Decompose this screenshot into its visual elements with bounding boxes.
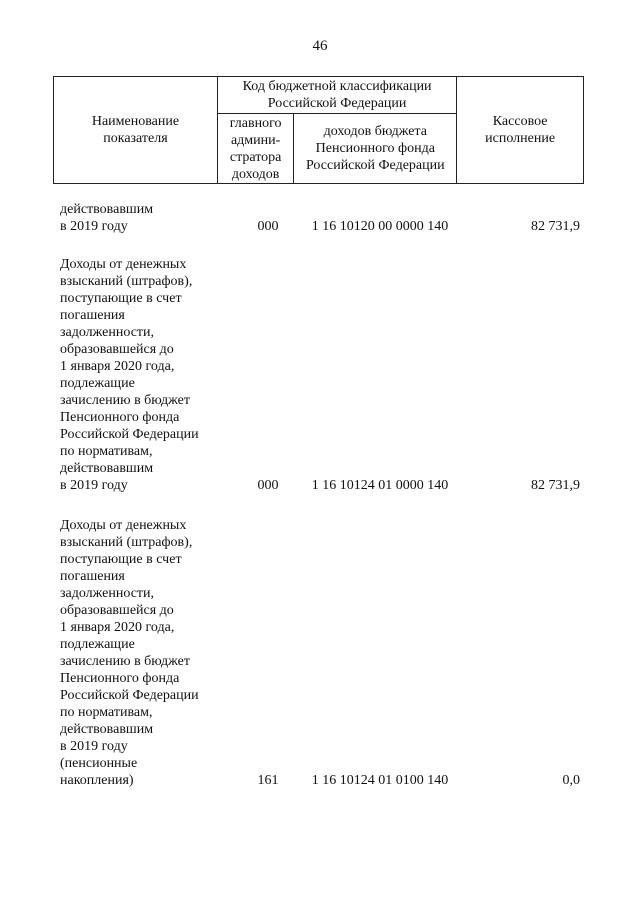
row-indicator-name: действовавшим в 2019 году bbox=[60, 202, 154, 234]
table-row bbox=[60, 513, 580, 789]
page-number: 46 bbox=[312, 38, 328, 54]
row-budget-code: 1 16 10124 01 0100 140 bbox=[311, 773, 449, 788]
row-indicator-name: Доходы от денежных взысканий (штрафов), поступающие в счет погашения задолженности, образовавшейся до 1 января 2020 года, подлежащие зачислению в бюджет Пенсионного фонда Российской Федерации по нормативам, действовавшим в 2019 году bbox=[60, 257, 199, 493]
row-budget-code: 1 16 10124 01 0000 140 bbox=[311, 478, 449, 493]
header-code-group-cell: Код бюджетной классификации Российской Федерации bbox=[217, 77, 456, 114]
row-admin-code: 000 bbox=[257, 219, 279, 234]
header-execution-cell: Кассовое исполнение bbox=[457, 77, 584, 184]
row-admin-code: 000 bbox=[257, 478, 279, 493]
row-amount: 82 731,9 bbox=[531, 219, 580, 234]
row-indicator-name: Доходы от денежных взысканий (штрафов), поступающие в счет погашения задолженности, образовавшейся до 1 января 2020 года, подлежащие зачислению в бюджет Пенсионного фонда Российской Федерации по нормативам, действовавшим в 2019 году (пенсионные накопления) bbox=[60, 518, 199, 788]
row-amount: 0,0 bbox=[562, 773, 580, 788]
table-row bbox=[60, 254, 580, 494]
row-admin-code: 161 bbox=[257, 773, 279, 788]
row-budget-code: 1 16 10120 00 0000 140 bbox=[311, 219, 449, 234]
table-header bbox=[53, 76, 584, 184]
header-budget-cell: доходов бюджета Пенсионного фонда Российской Федерации bbox=[294, 114, 457, 184]
row-amount: 82 731,9 bbox=[531, 478, 580, 493]
header-name-cell: Наименование показателя bbox=[54, 77, 218, 184]
header-admin-cell: главного админи- стратора доходов bbox=[217, 114, 293, 184]
table-row bbox=[60, 199, 580, 235]
